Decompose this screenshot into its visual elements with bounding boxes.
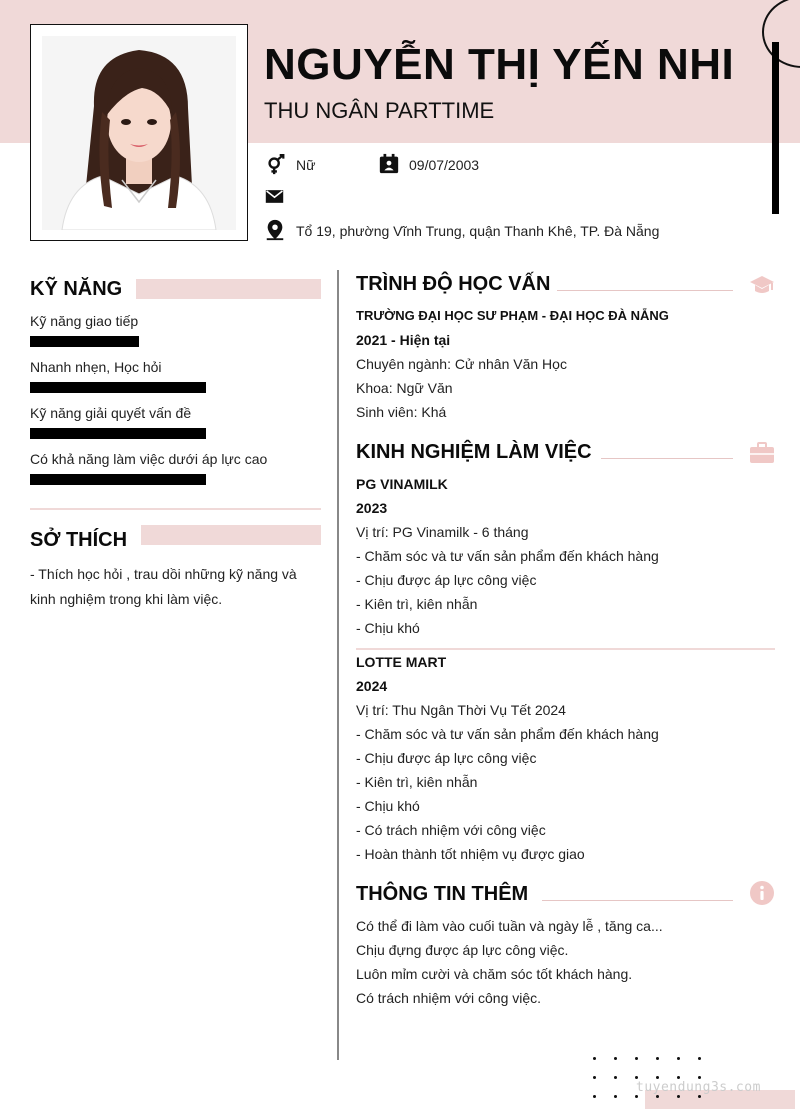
decorative-dot	[656, 1076, 659, 1079]
calendar-icon	[378, 153, 400, 175]
email-icon	[265, 188, 284, 205]
decorative-dot	[593, 1076, 596, 1079]
additional-title: THÔNG TIN THÊM	[356, 883, 529, 905]
skill-bar	[30, 428, 206, 439]
skill-label: Có khả năng làm việc dưới áp lực cao	[30, 451, 268, 467]
skills-title: KỸ NĂNG	[30, 278, 123, 300]
job-line: - Có trách nhiệm với công việc	[356, 822, 546, 838]
job-line: Vị trí: Thu Ngân Thời Vụ Tết 2024	[356, 702, 566, 718]
hobbies-text: - Thích học hỏi , trau dồi những kỹ năng và kinh nghiệm trong khi làm việc.	[30, 566, 297, 607]
skill-bar	[30, 336, 139, 347]
additional-title-line	[542, 900, 733, 901]
decorative-dot	[593, 1057, 596, 1060]
decorative-dot	[614, 1095, 617, 1098]
job-line: Vị trí: PG Vinamilk - 6 tháng	[356, 524, 529, 540]
additional-line: Chịu đựng được áp lực công việc.	[356, 942, 569, 958]
gender-icon	[265, 154, 287, 176]
experience-title: KINH NGHIỆM LÀM VIỆC	[356, 441, 592, 463]
skills-title-bar	[136, 279, 321, 299]
job-line: - Kiên trì, kiên nhẫn	[356, 774, 478, 790]
job-line: - Chăm sóc và tư vấn sản phẩm đến khách hàng	[356, 548, 659, 564]
decorative-dot	[677, 1076, 680, 1079]
decorative-dot	[698, 1076, 701, 1079]
job-year: 2024	[356, 678, 388, 694]
decorative-dot	[593, 1095, 596, 1098]
job-separator	[356, 648, 775, 650]
hobbies-title-bar	[141, 525, 321, 545]
info-icon	[749, 880, 775, 906]
decorative-dot	[677, 1095, 680, 1098]
decorative-dot	[635, 1076, 638, 1079]
job-company: PG VINAMILK	[356, 476, 448, 492]
hobbies-title: SỞ THÍCH	[30, 529, 128, 551]
decorative-vertical-bar	[772, 42, 779, 214]
skill-label: Kỹ năng giao tiếp	[30, 313, 139, 329]
job-line: - Chịu khó	[356, 620, 420, 636]
profile-photo	[42, 36, 236, 230]
additional-line: Có trách nhiệm với công việc.	[356, 990, 542, 1006]
education-title-line	[557, 290, 733, 291]
job-year: 2023	[356, 500, 388, 516]
column-divider	[337, 270, 339, 1060]
additional-line: Có thể đi làm vào cuối tuần và ngày lễ , tăng ca...	[356, 918, 663, 934]
decorative-dot	[698, 1095, 701, 1098]
education-title: TRÌNH ĐỘ HỌC VẤN	[356, 273, 551, 295]
decorative-dot	[677, 1057, 680, 1060]
job-line: - Chịu khó	[356, 798, 420, 814]
skill-bar	[30, 382, 206, 393]
watermark-text: tuyendung3s.com	[636, 1080, 761, 1095]
additional-line: Luôn mỉm cười và chăm sóc tốt khách hàng.	[356, 966, 633, 982]
job-line: - Kiên trì, kiên nhẫn	[356, 596, 478, 612]
graduation-cap-icon	[749, 272, 775, 298]
skill-label: Nhanh nhẹn, Học hỏi	[30, 359, 162, 375]
school-name: TRƯỜNG ĐẠI HỌC SƯ PHẠM - ĐẠI HỌC ĐÀ NẴNG	[356, 308, 669, 323]
address-text: Tổ 19, phường Vĩnh Trung, quận Thanh Khê, TP. Đà Nẵng	[296, 223, 660, 239]
location-icon	[264, 219, 286, 241]
birthdate-text: 09/07/2003	[409, 157, 480, 173]
decorative-dot	[614, 1076, 617, 1079]
job-position: THU NGÂN PARTTIME	[264, 98, 495, 123]
candidate-name: NGUYỄN THỊ YẾN NHI	[264, 40, 735, 89]
skill-label: Kỹ năng giải quyết vấn đề	[30, 405, 192, 421]
job-line: - Chịu được áp lực công việc	[356, 572, 537, 588]
section-divider	[30, 508, 321, 510]
decorative-dot	[656, 1095, 659, 1098]
decorative-dot	[614, 1057, 617, 1060]
job-company: LOTTE MART	[356, 654, 447, 670]
education-line: Khoa: Ngữ Văn	[356, 380, 453, 396]
education-period: 2021 - Hiện tại	[356, 332, 451, 348]
experience-title-line	[601, 458, 733, 459]
education-line: Chuyên ngành: Cử nhân Văn Học	[356, 356, 567, 372]
skill-bar	[30, 474, 206, 485]
decorative-dot	[635, 1057, 638, 1060]
decorative-dot	[656, 1057, 659, 1060]
gender-text: Nữ	[296, 157, 316, 173]
decorative-dot	[635, 1095, 638, 1098]
job-line: - Chăm sóc và tư vấn sản phẩm đến khách hàng	[356, 726, 659, 742]
briefcase-icon	[749, 440, 775, 466]
education-line: Sinh viên: Khá	[356, 404, 447, 420]
job-line: - Hoàn thành tốt nhiệm vụ được giao	[356, 846, 585, 862]
job-line: - Chịu được áp lực công việc	[356, 750, 537, 766]
decorative-dot	[698, 1057, 701, 1060]
